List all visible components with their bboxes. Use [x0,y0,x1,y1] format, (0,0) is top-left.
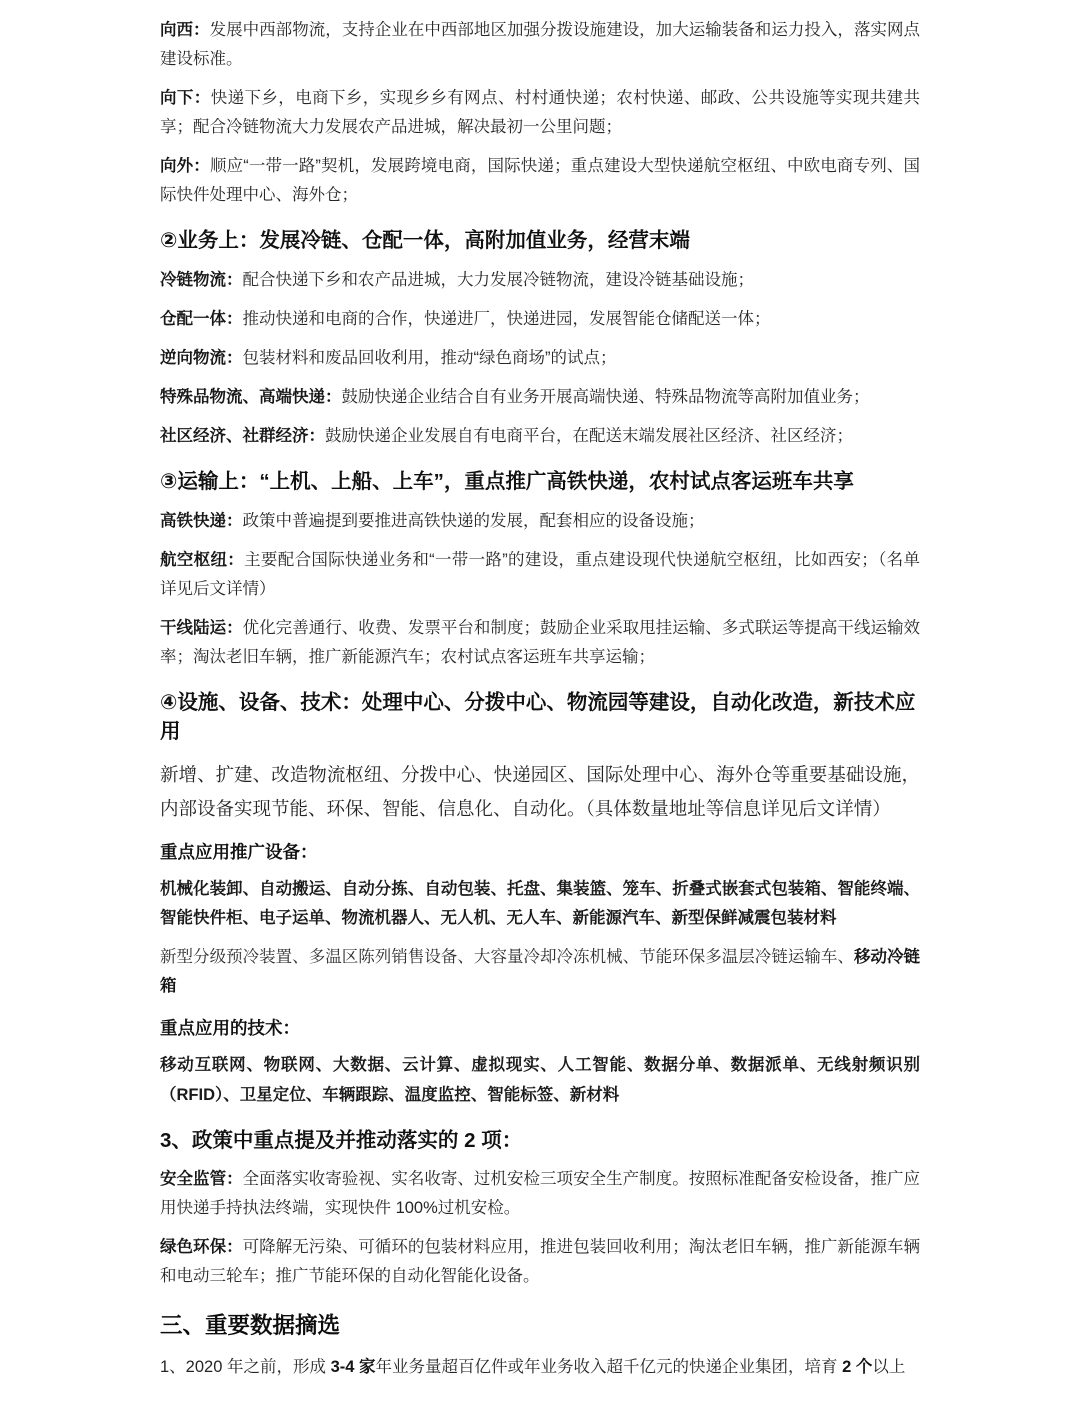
para-community-economy-text: 鼓励快递企业发展自有电商平台，在配送末端发展社区经济、社区经济； [325,427,853,445]
para-special-goods-lead: 特殊品物流、高端快递： [160,387,342,406]
para-trunk-transport-text: 优化完善通行、收费、发票平台和制度；鼓励企业采取甩挂运输、多式联运等提高干线运输效率；淘汰老旧车辆，推广新能源汽车；农村试点客运班车共享运输； [160,618,921,666]
heading-business: ②业务上：发展冷链、仓配一体，高附加值业务，经营末端 [160,229,690,253]
para-special-goods [160,383,920,412]
para-2020-target-seg3: 以上 [872,1357,906,1376]
para-safety-supervision-lead: 安全监管： [160,1170,243,1189]
para-warehouse-delivery-text: 推动快递和电商的合作，快递进厂，快递进园，发展智能仓储配送一体； [242,309,771,328]
para-special-goods-text: 鼓励快递企业结合自有业务开展高端快递、特殊品物流等高附加值业务； [341,387,870,406]
para-2020-target-seg1: 1、2020 年之前，形成 [160,1357,331,1376]
para-xiangwai [160,152,920,210]
para-cold-chain-lead: 冷链物流： [160,270,243,289]
para-xiangxia-text: 快递下乡，电商下乡，实现乡乡有网点、村村通快递；农村快递、邮政、公共设施等实现共建共享；配合冷链物流大力发展农产品进城，解决最初一公里问题； [160,89,921,137]
para-warehouse-delivery [160,305,920,334]
para-reverse-logistics-lead: 逆向物流： [160,348,243,367]
para-hsr-express-lead: 高铁快递： [160,511,243,530]
para-xiangwai-lead: 向外： [160,157,210,176]
para-cold-chain [160,266,920,295]
para-equipment-list-2 [160,943,920,1001]
para-reverse-logistics-text: 包装材料和废品回收利用，推动“绿色商场”的试点； [242,348,617,367]
para-xiangxi-text: 发展中西部物流，支持企业在中西部地区加强分拨设施建设，加大运输装备和运力投入，落实网点建设标准。 [160,21,921,69]
para-reverse-logistics [160,344,920,373]
para-hsr-express [160,507,920,536]
para-green-environment-text: 可降解无污染、可循环的包装材料应用，推进包装回收利用；淘汰老旧车辆，推广新能源车辆和电动三轮车；推广节能环保的自动化智能化设备。 [160,1238,921,1286]
para-green-environment [160,1233,920,1291]
para-air-hub [160,546,920,604]
para-tech-list: 移动互联网、物联网、大数据、云计算、虚拟现实、人工智能、数据分单、数据派单、无线射频识别（RFID）、卫星定位、车辆跟踪、温度监控、智能标签、新材料 [160,1056,920,1104]
para-2020-target [160,1353,920,1382]
para-2020-target-bold1: 3-4 家 [330,1357,376,1376]
para-xiangxi-lead: 向西： [160,21,210,39]
heading-two-key-items: 3、政策中重点提及并推动落实的 2 项： [160,1128,523,1152]
para-hsr-express-text: 政策中普遍提到要推进高铁快递的发展，配套相应的设备设施； [242,511,705,530]
heading-key-data: 三、重要数据摘选 [160,1313,341,1339]
para-safety-supervision [160,1165,920,1223]
para-trunk-transport [160,614,920,672]
para-infrastructure: 新增、扩建、改造物流枢纽、分拨中心、快递园区、国际处理中心、海外仓等重要基础设施，内部设备实现节能、环保、智能、信息化、自动化。（具体数量地址等信息详见后文详情） [160,764,920,819]
para-xiangxi [160,16,920,74]
para-equipment-list-1: 机械化装卸、自动搬运、自动分拣、自动包装、托盘、集装篮、笼车、折叠式嵌套式包装箱、智能终端、智能快件柜、电子运单、物流机器人、无人机、无人车、新能源汽车、新型保鲜减震包装材料 [160,880,920,928]
para-cold-chain-text: 配合快递下乡和农产品进城，大力发展冷链物流，建设冷链基础设施； [242,270,754,289]
para-equipment-list-2-tail: 移动冷链箱 [160,948,921,996]
para-warehouse-delivery-lead: 仓配一体： [160,309,243,328]
para-xiangxia-lead: 向下： [160,89,211,108]
para-xiangwai-text: 顺应“一带一路”契机，发展跨境电商，国际快递；重点建设大型快递航空枢纽、中欧电商专列、国际快件处理中心、海外仓； [160,157,921,205]
para-trunk-transport-lead: 干线陆运： [160,618,243,637]
para-equipment-list-2-text: 新型分级预冷装置、多温区陈列销售设备、大容量冷却冷冻机械、节能环保多温层冷链运输车、 [160,948,854,967]
heading-facilities-equipment-tech: ④设施、设备、技术：处理中心、分拨中心、物流园等建设，自动化改造，新技术应用 [160,690,916,743]
para-community-economy [160,422,920,451]
para-2020-target-bold2: 2 个 [842,1357,873,1376]
para-air-hub-text: 主要配合国际快递业务和“一带一路”的建设，重点建设现代快递航空枢纽，比如西安；（名单详见后文详情） [160,550,920,598]
para-xiangxia [160,84,920,142]
subheading-key-equipment: 重点应用推广设备： [160,841,318,862]
para-air-hub-lead: 航空枢纽： [160,550,245,569]
para-safety-supervision-text: 全面落实收寄验视、实名收寄、过机安检三项安全生产制度。按照标准配备安检设备，推广应用快递手持执法终端，实现快件 100%过机安检。 [160,1170,921,1218]
para-community-economy-lead: 社区经济、社群经济： [160,427,325,445]
para-green-environment-lead: 绿色环保： [160,1238,243,1257]
subheading-key-tech: 重点应用的技术： [160,1018,300,1039]
para-2020-target-seg2: 年业务量超百亿件或年业务收入超千亿元的快递企业集团，培育 [375,1357,843,1376]
heading-transport: ③运输上：“上机、上船、上车”，重点推广高铁快递，农村试点客运班车共享 [160,470,854,494]
